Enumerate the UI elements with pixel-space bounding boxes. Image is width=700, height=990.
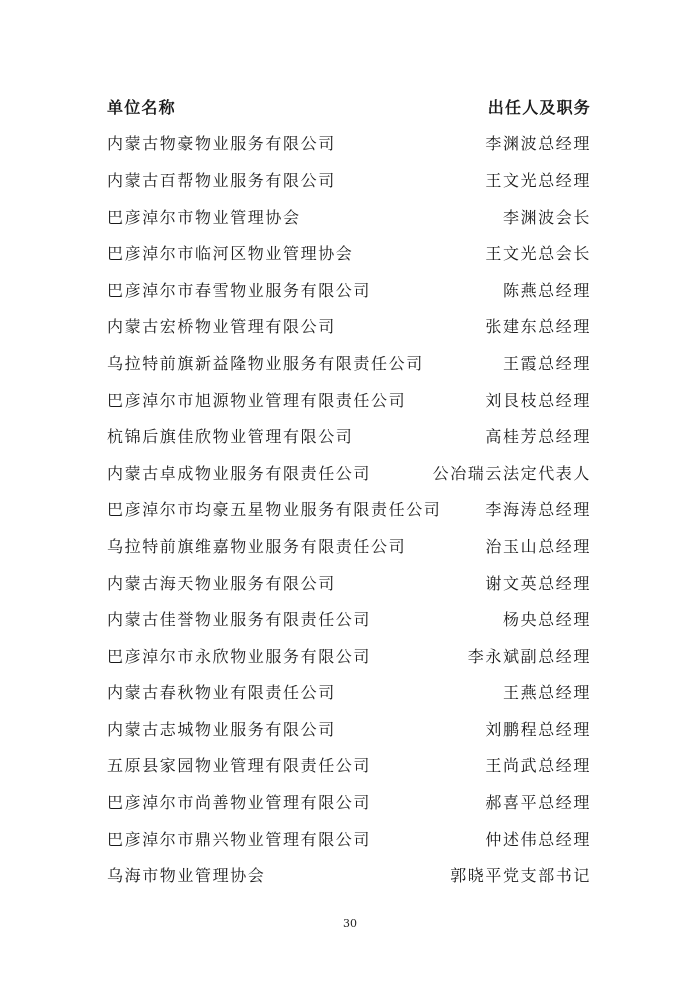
unit-name: 巴彦淖尔市鼎兴物业管理有限公司 bbox=[107, 829, 372, 849]
unit-name: 乌拉特前旗维嘉物业服务有限责任公司 bbox=[107, 536, 407, 556]
table-row bbox=[107, 783, 591, 820]
table-row bbox=[107, 527, 591, 564]
unit-name: 巴彦淖尔市物业管理协会 bbox=[107, 207, 301, 227]
unit-name: 内蒙古志城物业服务有限公司 bbox=[107, 719, 336, 739]
table-row bbox=[107, 125, 591, 162]
unit-name: 巴彦淖尔市旭源物业管理有限责任公司 bbox=[107, 390, 407, 410]
unit-name: 内蒙古春秋物业有限责任公司 bbox=[107, 683, 336, 703]
person-title: 谢文英总经理 bbox=[485, 573, 591, 593]
table-row bbox=[107, 417, 591, 454]
table-row bbox=[107, 308, 591, 345]
unit-name-header: 单位名称 bbox=[107, 97, 176, 117]
person-title: 高桂芳总经理 bbox=[485, 427, 591, 447]
person-title: 郝喜平总经理 bbox=[485, 793, 591, 813]
unit-name: 杭锦后旗佳欣物业管理有限公司 bbox=[107, 427, 354, 447]
person-title: 王文光总经理 bbox=[485, 170, 591, 190]
table-row bbox=[107, 491, 591, 528]
member-table bbox=[107, 88, 591, 893]
table-row bbox=[107, 564, 591, 601]
person-title: 郭晓平党支部书记 bbox=[450, 866, 591, 886]
person-title: 王文光总会长 bbox=[485, 244, 591, 264]
person-title: 李渊波会长 bbox=[502, 207, 591, 227]
table-row bbox=[107, 344, 591, 381]
person-title-header: 出任人及职务 bbox=[487, 97, 591, 117]
unit-name: 内蒙古宏桥物业管理有限公司 bbox=[107, 317, 336, 337]
table-row bbox=[107, 234, 591, 271]
person-title: 仲述伟总经理 bbox=[485, 829, 591, 849]
page-number: 30 bbox=[343, 917, 357, 930]
unit-name: 内蒙古佳誉物业服务有限责任公司 bbox=[107, 610, 372, 630]
unit-name: 内蒙古卓成物业服务有限责任公司 bbox=[107, 463, 372, 483]
table-row bbox=[107, 198, 591, 235]
person-title: 李渊波总经理 bbox=[485, 134, 591, 154]
person-title: 刘艮枝总经理 bbox=[485, 390, 591, 410]
person-title: 张建东总经理 bbox=[485, 317, 591, 337]
unit-name: 乌拉特前旗新益隆物业服务有限责任公司 bbox=[107, 353, 424, 373]
table-row bbox=[107, 600, 591, 637]
table-row bbox=[107, 161, 591, 198]
table-row bbox=[107, 381, 591, 418]
unit-name: 五原县家园物业管理有限责任公司 bbox=[107, 756, 372, 776]
table-row bbox=[107, 454, 591, 491]
table-row bbox=[107, 710, 591, 747]
unit-name: 巴彦淖尔市春雪物业服务有限公司 bbox=[107, 280, 372, 300]
table-row bbox=[107, 674, 591, 711]
unit-name: 内蒙古物豪物业服务有限公司 bbox=[107, 134, 336, 154]
table-row bbox=[107, 820, 591, 857]
table-row bbox=[107, 747, 591, 784]
table-row bbox=[107, 271, 591, 308]
person-title: 李永斌副总经理 bbox=[467, 646, 591, 666]
unit-name: 乌海市物业管理协会 bbox=[107, 866, 266, 886]
person-title: 李海涛总经理 bbox=[485, 500, 591, 520]
person-title: 王尚武总经理 bbox=[485, 756, 591, 776]
unit-name: 巴彦淖尔市临河区物业管理协会 bbox=[107, 244, 354, 264]
person-title: 公冶瑞云法定代表人 bbox=[432, 463, 591, 483]
person-title: 王霞总经理 bbox=[502, 353, 591, 373]
person-title: 治玉山总经理 bbox=[485, 536, 591, 556]
person-title: 刘鹏程总经理 bbox=[485, 719, 591, 739]
unit-name: 巴彦淖尔市尚善物业管理有限公司 bbox=[107, 793, 372, 813]
table-row bbox=[107, 637, 591, 674]
person-title: 杨央总经理 bbox=[502, 610, 591, 630]
person-title: 王燕总经理 bbox=[502, 683, 591, 703]
unit-name: 巴彦淖尔市均豪五星物业服务有限责任公司 bbox=[107, 500, 442, 520]
unit-name: 巴彦淖尔市永欣物业服务有限公司 bbox=[107, 646, 372, 666]
person-title: 陈燕总经理 bbox=[502, 280, 591, 300]
unit-name: 内蒙古海天物业服务有限公司 bbox=[107, 573, 336, 593]
table-header bbox=[107, 88, 591, 125]
table-row bbox=[107, 856, 591, 893]
unit-name: 内蒙古百帮物业服务有限公司 bbox=[107, 170, 336, 190]
